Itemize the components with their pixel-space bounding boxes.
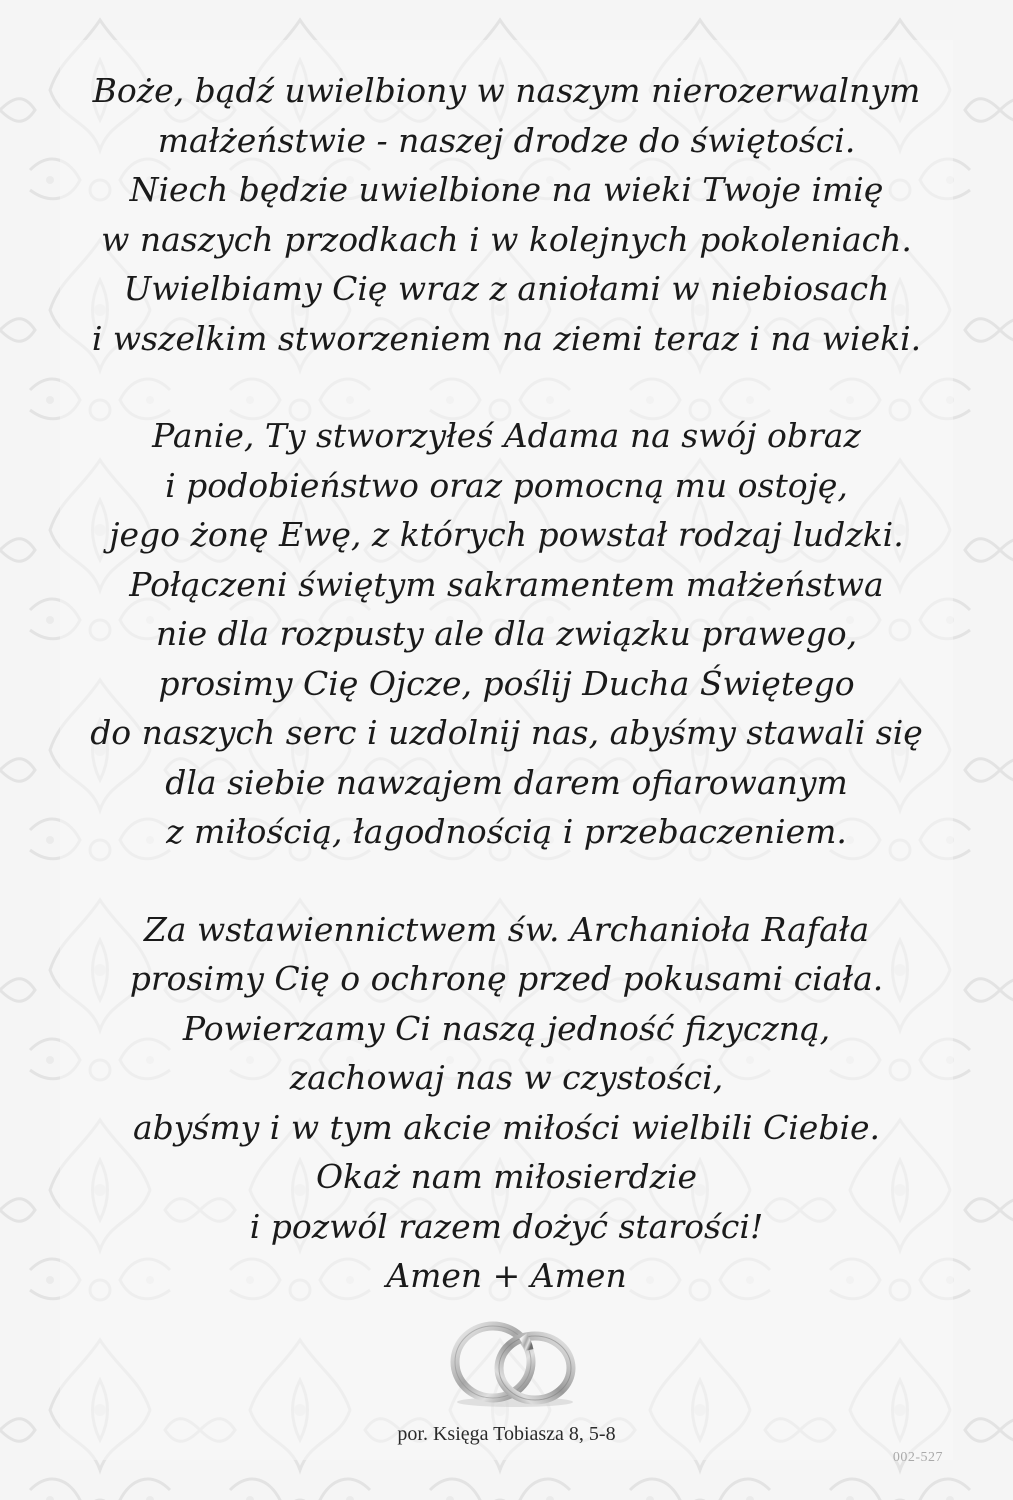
prayer-line: zachowaj nas w czystości, (289, 1058, 724, 1097)
prayer-line: małżeństwie - naszej drodze do świętości. (157, 120, 856, 160)
product-code: 002-527 (892, 1450, 943, 1465)
bible-reference: por. Księga Tobiasza 8, 5-8 (397, 1423, 616, 1445)
prayer-line: Połączeni świętym sakramentem małżeństwa (129, 564, 884, 604)
prayer-line: prosimy Cię o ochronę przed pokusami ciała. (129, 959, 884, 998)
prayer-line: Boże, bądź uwielbiony w naszym nierozerwalnym (92, 71, 921, 110)
prayer-line: w naszych przodkach i w kolejnych pokoleniach. (101, 219, 912, 259)
prayer-stanza-2 (0, 411, 1013, 857)
prayer-line: Amen + Amen (386, 1256, 627, 1295)
prayer-line: Uwielbiamy Cię wraz z aniołami w niebiosach (123, 269, 890, 308)
prayer-text (0, 66, 1013, 1301)
prayer-stanza-1 (0, 66, 1013, 363)
prayer-line: Niech będzie uwielbione na wieki Twoje imię (129, 170, 884, 209)
prayer-line: Powierzamy Ci naszą jedność fizyczną, (182, 1008, 831, 1048)
prayer-line: dla siebie nawzajem darem ofiarowanym (165, 762, 848, 802)
prayer-line: i podobieństwo oraz pomocną mu ostoję, (165, 465, 848, 505)
prayer-line: i wszelkim stworzeniem na ziemi teraz i na wieki. (91, 318, 922, 358)
prayer-line: z miłością, łagodnością i przebaczeniem. (166, 812, 847, 851)
prayer-line: i pozwól razem dożyć starości! (249, 1206, 764, 1246)
prayer-line: prosimy Cię Ojcze, poślij Ducha Świętego (158, 663, 855, 703)
prayer-stanza-3 (0, 905, 1013, 1301)
prayer-line: nie dla rozpusty ale dla związku prawego, (155, 614, 858, 653)
wedding-rings-icon (441, 1310, 589, 1410)
prayer-line: jego żonę Ewę, z których powstał rodzaj ludzki. (109, 515, 904, 554)
prayer-line: Okaż nam miłosierdzie (315, 1157, 698, 1196)
prayer-line: abyśmy i w tym akcie miłości wielbili Ciebie. (132, 1107, 881, 1147)
prayer-line: Za wstawiennictwem św. Archanioła Rafała (143, 909, 870, 949)
prayer-line: do naszych serc i uzdolnij nas, abyśmy stawali się (90, 713, 923, 752)
prayer-line: Panie, Ty stworzyłeś Adama na swój obraz (152, 416, 861, 455)
